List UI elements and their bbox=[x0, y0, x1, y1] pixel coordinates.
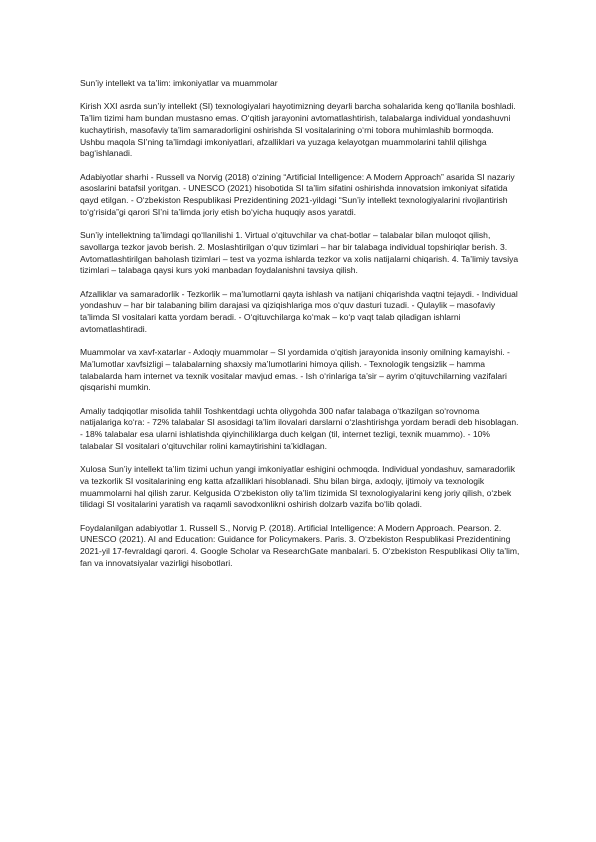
paragraph-advantages: Afzalliklar va samaradorlik - Tezkorlik – ma’lumotlarni qayta ishlash va natijani chiqarishda vaqtni tejaydi. - Individual yondashuv – har bir talabaning bilim darajasi va qiziqishlariga mos o‘quv dasturi tuzadi. - Qulaylik – masofaviy ta’limda SI vositalari katta yordam beradi. - O‘qituvchilarga ko‘mak – ko‘p vaqt talab qiladigan ishlarni avtomatlashtiradi. bbox=[80, 288, 518, 334]
paragraph-case-study: Amaliy tadqiqotlar misolida tahlil Toshkentdagi uchta oliygohda 300 nafar talabaga o‘tkazilgan so‘rovnoma natijalariga ko‘ra: - 72% talabalar SI asosidagi ta’lim ilovalari darslarni o‘zlashtirishga yordam beradi deb hisoblagan. - 18% talabalar esa ularni ishlatishda qiyinchiliklarga duch kelgan (til, internet tezligi, texnik muammo). - 10% talabalar SI vositalari o‘qituvchilar rolini kamaytirishini ta’kidlagan. bbox=[80, 405, 519, 451]
document-title: Sun’iy intellekt va ta’lim: imkoniyatlar va muammolar bbox=[80, 78, 278, 88]
paragraph-problems: Muammolar va xavf-xatarlar - Axloqiy muammolar – SI yordamida o‘qitish jarayonida insoniy omilning kamayishi. - Ma’lumotlar xavfsizligi – talabalarning shaxsiy ma’lumotlarini himoya qilish. - Texnologik tengsizlik – hamma talabalarda ham internet va texnik vositalar mavjud emas. - Ish o‘rinlariga ta’sir – ayrim o‘qituvchilarning vazifalari qisqarishi mumkin. bbox=[80, 347, 510, 393]
paragraph-applications: Sun’iy intellektning ta’limdagi qo‘llanilishi 1. Virtual o‘qituvchilar va chat-botlar – talabalar bilan muloqot qilish, savollarga tezkor javob berish. 2. Moslashtirilgan o‘quv tizimlari – har bir talabaga individual topshiriqlar berish. 3. Avtomatlashtirilgan baholash tizimlari – test va yozma ishlarda tezkor va xolis natijalarni chiqarish. 4. Ta’limiy tavsiya tizimlari – talabaga qaysi kurs yoki manbadan foydalanishni tavsiya qilish. bbox=[80, 230, 519, 276]
paragraph-conclusion: Xulosa Sun’iy intellekt ta’lim tizimi uchun yangi imkoniyatlar eshigini ochmoqda. Individual yondashuv, samaradorlik va tezkorlik SI vositalarining eng katta afzalliklari hisoblanadi. Shu bilan birga, axloqiy, ijtimoiy va texnologik muammolarni hal qilish zarur. Kelgusida O‘zbekiston oliy ta’lim tizimida SI texnologiyalarini keng joriy qilish, o‘zbek tilidagi SI vositalarini yaratish va raqamli savodxonlikni oshirish dolzarb vazifa bo‘lib qoladi. bbox=[80, 464, 515, 510]
paragraph-introduction: Kirish XXI asrda sun’iy intellekt (SI) texnologiyalari hayotimizning deyarli barcha sohalarida keng qo‘llanila boshladi. Ta’lim tizimi ham bundan mustasno emas. O‘qitish jarayonini avtomatlashtirish, talabalarga individual yondashuvni kuchaytirish, masofaviy ta’lim samaradorligini oshirishda SI vositalarining o‘rni tobora muhimlashib bormoqda. Ushbu maqola SI’ning ta’limdagi imkoniyatlari, afzalliklari va yuzaga kelayotgan muammolarini tahlil qilishga bag‘ishlanadi. bbox=[80, 101, 516, 159]
paragraph-literature-review: Adabiyotlar sharhi - Russell va Norvig (2018) o‘zining “Artificial Intelligence: A Modern Approach” asarida SI nazariy asoslarini batafsil yoritgan. - UNESCO (2021) hisobotida SI ta’lim sifatini oshirishda innovatsion imkoniyat sifatida qayd etilgan. - O‘zbekiston Respublikasi Prezidentining 2021-yildagi “Sun’iy intellekt texnologiyalarini rivojlantirish to‘g‘risida”gi qarori SI’ni ta’limda joriy etish bo‘yicha huquqiy asos yaratdi. bbox=[80, 171, 515, 217]
document-body bbox=[80, 78, 520, 581]
paragraph-references: Foydalanilgan adabiyotlar 1. Russell S., Norvig P. (2018). Artificial Intelligence: A Modern Approach. Pearson. 2. UNESCO (2021). AI and Education: Guidance for Policymakers. Paris. 3. O‘zbekiston Respublikasi Prezidentining 2021-yil 17-fevraldagi qarori. 4. Google Scholar va ResearchGate manbalari. 5. O‘zbekiston Respublikasi Oliy ta’lim, fan va innovatsiyalar vazirligi hisobotlari. bbox=[80, 522, 520, 568]
